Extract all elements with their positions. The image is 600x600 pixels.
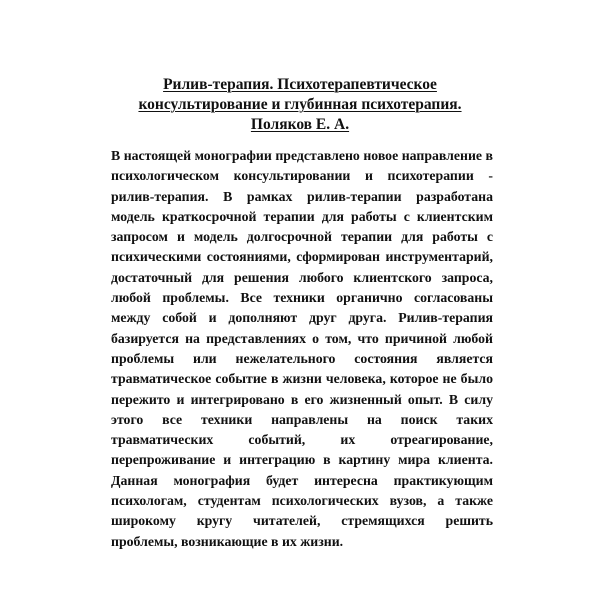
- title-author-line: Поляков Е. А.: [250, 116, 350, 133]
- title-line-1: Рилив-терапия. Психотерапевтическое: [163, 76, 437, 93]
- document-title: [100, 75, 500, 135]
- title-line-2: консультирование и глубинная психотерапия.: [138, 96, 462, 113]
- document-body-paragraph: В настоящей монографии представлено новое направление в психологическом консультировании и психотерапии - рилив-терапия. В рамках рилив-терапии разработана модель краткосрочной терапии для работы с клиентским запросом и модель долгосрочной терапии для работы с психическими состояниями, сформирован инструментарий, достаточный для решения любого клиентского запроса, любой проблемы. Все техники органично согласованы между собой и дополняют друг друга. Рилив-терапия базируется на представлениях о том, что причиной любой проблемы или нежелательного состояния является травматическое событие в жизни человека, которое не было пережито и интегрировано в его жизненный опыт. В силу этого все техники направлены на поиск таких травматических событий, их отреагирование, перепроживание и интеграцию в картину мира клиента. Данная монография будет интересна практикующим психологам, студентам психологических вузов, а также широкому кругу читателей, стремящихся решить проблемы, возникающие в их жизни.: [111, 148, 493, 549]
